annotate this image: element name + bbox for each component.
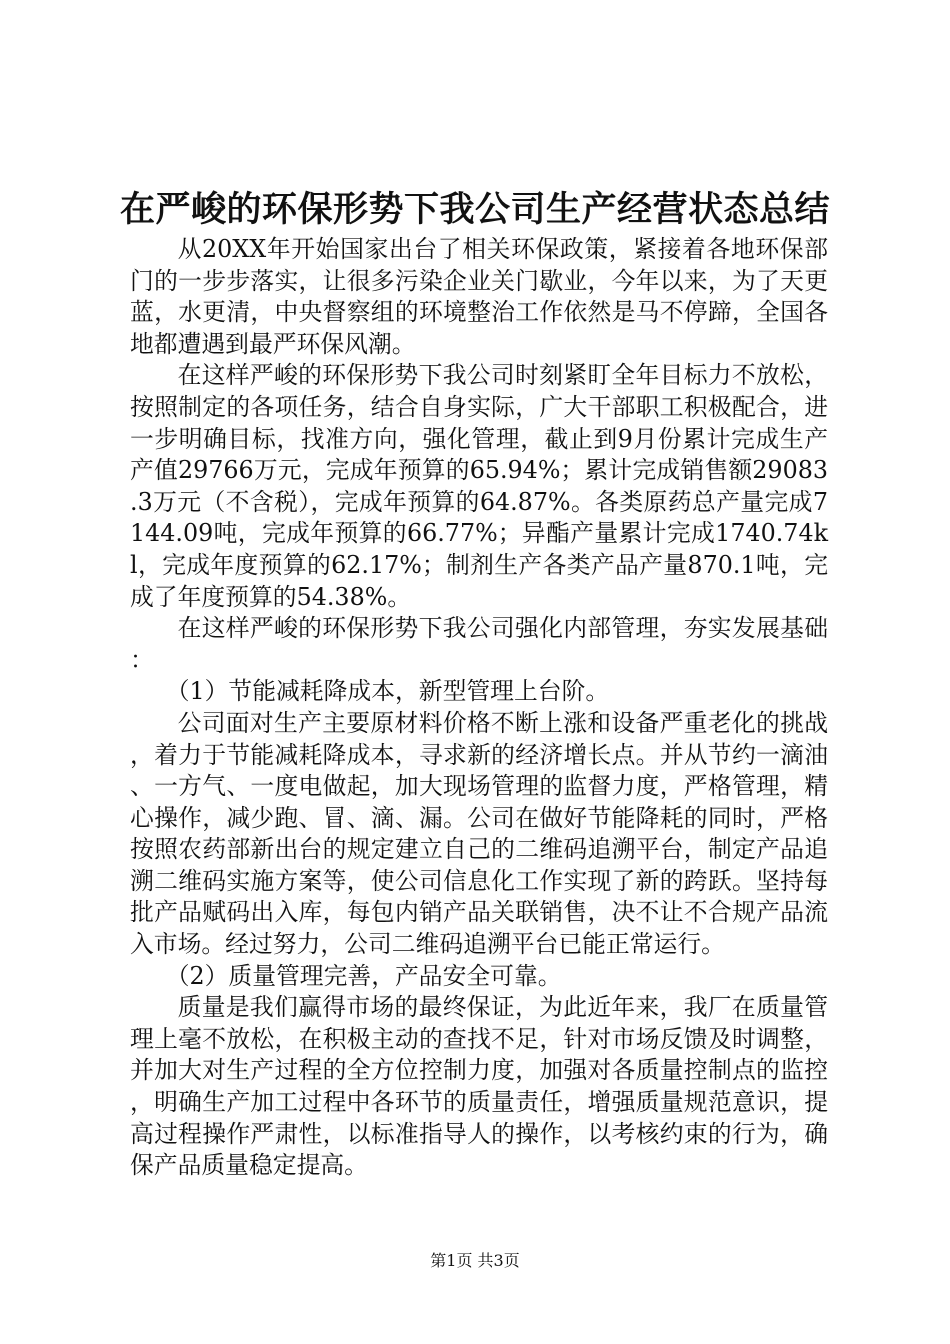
paragraph-intro: 从20XX年开始国家出台了相关环保政策，紧接着各地环保部门的一步步落实，让很多污染企业关门歇业，今年以来，为了天更蓝，水更清，中央督察组的环境整治工作依然是马不停蹄，全国各地都遭遇到最严环保风潮。 — [130, 235, 828, 358]
section-heading-energy: （1）节能减耗降成本，新型管理上台阶。 — [165, 677, 610, 706]
document-title: 在严峻的环保形势下我公司生产经营状态总结 — [119, 190, 830, 230]
document-body — [130, 234, 828, 1182]
page-footer: 第1页 共3页 — [430, 1251, 520, 1270]
paragraph-energy-saving: 公司面对生产主要原材料价格不断上涨和设备严重老化的挑战，着力于节能减耗降成本，寻求新的经济增长点。并从节约一滴油、一方气、一度电做起，加大现场管理的监督力度，严格管理，精心操作，减少跑、冒、滴、漏。公司在做好节能降耗的同时，严格按照农药部新出台的规定建立自己的二维码追溯平台，制定产品追溯二维码实施方案等，使公司信息化工作实现了新的跨跃。坚持每批产品赋码出入库，每包内销产品关联销售，决不让不合规产品流入市场。经过努力，公司二维码追溯平台已能正常运行。 — [130, 708, 828, 959]
paragraph-management-intro: 在这样严峻的环保形势下我公司强化内部管理，夯实发展基础： — [130, 614, 828, 674]
paragraph-quality: 质量是我们赢得市场的最终保证，为此近年来，我厂在质量管理上毫不放松，在积极主动的查找不足，针对市场反馈及时调整，并加大对生产过程的全方位控制力度，加强对各质量控制点的监控，明确生产加工过程中各环节的质量责任，增强质量规范意识，提高过程操作严肃性，以标准指导人的操作，以考核约束的行为，确保产品质量稳定提高。 — [130, 993, 828, 1180]
paragraph-performance: 在这样严峻的环保形势下我公司时刻紧盯全年目标力不放松，按照制定的各项任务，结合自身实际，广大干部职工积极配合，进一步明确目标，找准方向，强化管理，截止到9月份累计完成生产产值29766万元，完成年预算的65.94%；累计完成销售额29083.3万元（不含税），完成年预算的64.87%。各类原药总产量完成7144.09吨，完成年预算的66.77%；异酯产量累计完成1740.74kl，完成年度预算的62.17%；制剂生产各类产品产量870.1吨，完成了年度预算的54.38%。 — [130, 361, 828, 611]
section-heading-quality: （2）质量管理完善，产品安全可靠。 — [165, 961, 562, 990]
